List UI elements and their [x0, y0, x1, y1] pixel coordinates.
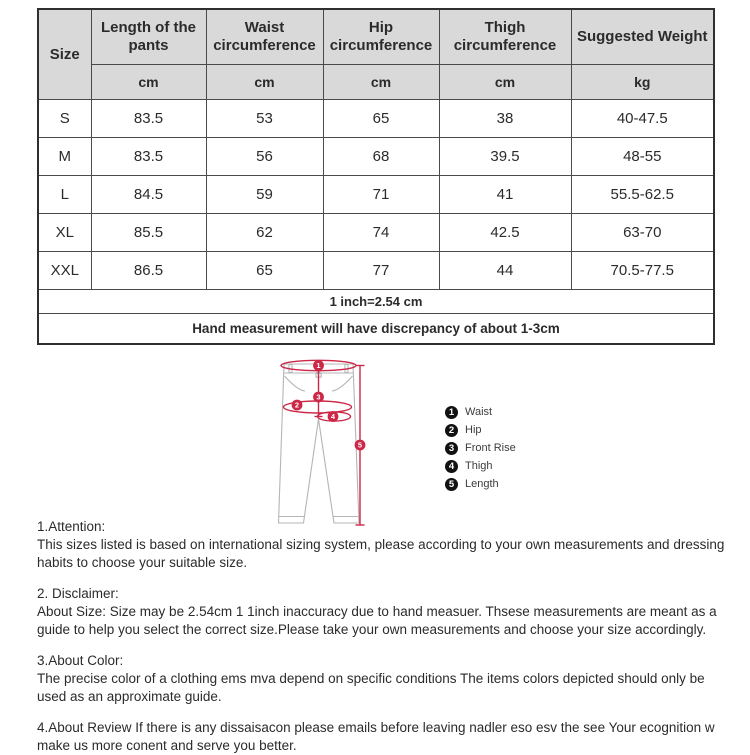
size-chart-table — [37, 8, 715, 345]
info-sections — [37, 518, 728, 755]
table-row-m — [38, 138, 714, 176]
section-body: 4.About Review If there is any dissaisacon please emails before leaving nadler eso esv the see Your ecognition w make us more conent and serve you better. — [37, 720, 726, 753]
col-header-length: Length of the pants — [91, 9, 206, 65]
unit-hip: cm — [323, 65, 439, 100]
cell-value: 38 — [439, 100, 571, 138]
cell-value: 83.5 — [91, 138, 206, 176]
cell-value: 68 — [323, 138, 439, 176]
col-header-hip: Hip circumference — [323, 9, 439, 65]
legend-label: Length — [465, 478, 499, 490]
table-row-xxl — [38, 252, 714, 290]
cell-value: 74 — [323, 214, 439, 252]
number-2-badge-icon: 2 — [445, 424, 458, 437]
cell-value: 48-55 — [571, 138, 714, 176]
cell-value: 63-70 — [571, 214, 714, 252]
marker-3-front-rise: 3 — [316, 392, 321, 402]
col-header-thigh: Thigh circumference — [439, 9, 571, 65]
legend-item-hip — [445, 421, 516, 439]
section-heading: 1.Attention: — [37, 519, 106, 534]
unit-length: cm — [91, 65, 206, 100]
section-about-color — [37, 652, 728, 706]
cell-value: 77 — [323, 252, 439, 290]
cell-value: 56 — [206, 138, 323, 176]
cell-value: 55.5-62.5 — [571, 176, 714, 214]
size-label: S — [38, 100, 91, 138]
cell-value: 41 — [439, 176, 571, 214]
cell-value: 42.5 — [439, 214, 571, 252]
unit-waist: cm — [206, 65, 323, 100]
legend-label: Hip — [465, 424, 482, 436]
table-row-xl — [38, 214, 714, 252]
marker-4-thigh: 4 — [330, 412, 336, 422]
inch-conversion-note: 1 inch=2.54 cm — [38, 290, 714, 314]
table-note-row — [38, 314, 714, 345]
table-row-s — [38, 100, 714, 138]
section-body: This sizes listed is based on international sizing system, please according to your own measurements and dressing habits to choose your suitable size. — [37, 537, 729, 570]
marker-5-length: 5 — [357, 440, 363, 450]
cell-value: 65 — [206, 252, 323, 290]
size-label: L — [38, 176, 91, 214]
legend-label: Front Rise — [465, 442, 516, 454]
col-header-weight: Suggested Weight — [571, 9, 714, 65]
unit-weight: kg — [571, 65, 714, 100]
cell-value: 39.5 — [439, 138, 571, 176]
table-note-row — [38, 290, 714, 314]
cell-value: 40-47.5 — [571, 100, 714, 138]
section-disclaimer — [37, 585, 728, 639]
cell-value: 53 — [206, 100, 323, 138]
unit-thigh: cm — [439, 65, 571, 100]
cell-value: 70.5-77.5 — [571, 252, 714, 290]
size-label: XL — [38, 214, 91, 252]
measurement-diagram — [37, 353, 750, 518]
legend-label: Thigh — [465, 460, 493, 472]
cell-value: 71 — [323, 176, 439, 214]
cell-value: 65 — [323, 100, 439, 138]
col-header-size: Size — [38, 9, 91, 100]
number-4-badge-icon: 4 — [445, 460, 458, 473]
col-header-waist: Waist circumference — [206, 9, 323, 65]
size-label: XXL — [38, 252, 91, 290]
cell-value: 44 — [439, 252, 571, 290]
number-5-badge-icon: 5 — [445, 478, 458, 491]
table-units-row — [38, 65, 714, 100]
number-1-badge-icon: 1 — [445, 406, 458, 419]
number-3-badge-icon: 3 — [445, 442, 458, 455]
cell-value: 83.5 — [91, 100, 206, 138]
table-header-row — [38, 9, 714, 65]
marker-1-waist: 1 — [316, 361, 321, 371]
section-body: The precise color of a clothing ems mva depend on specific conditions The items colors depicted should only be used as an approximate guide. — [37, 671, 716, 704]
marker-2-hip: 2 — [294, 400, 300, 410]
cell-value: 85.5 — [91, 214, 206, 252]
diagram-legend — [445, 403, 516, 493]
cell-value: 84.5 — [91, 176, 206, 214]
legend-label: Waist — [465, 406, 493, 418]
legend-item-length — [445, 475, 516, 493]
legend-item-front-rise — [445, 439, 516, 457]
section-heading: 2. Disclaimer: — [37, 586, 119, 601]
size-label: M — [38, 138, 91, 176]
pants-diagram-icon — [270, 353, 440, 533]
hand-measurement-note: Hand measurement will have discrepancy of about 1-3cm — [38, 314, 714, 345]
section-heading: 3.About Color: — [37, 653, 124, 668]
legend-item-thigh — [445, 457, 516, 475]
cell-value: 86.5 — [91, 252, 206, 290]
section-body: About Size: Size may be 2.54cm 1 1inch inaccuracy due to hand measuer. Thsese measurements are meant as a guide to help you select the correct size.Please take your own measurements and choose your size accordingly. — [37, 604, 721, 637]
cell-value: 62 — [206, 214, 323, 252]
table-row-l — [38, 176, 714, 214]
cell-value: 59 — [206, 176, 323, 214]
legend-item-waist — [445, 403, 516, 421]
